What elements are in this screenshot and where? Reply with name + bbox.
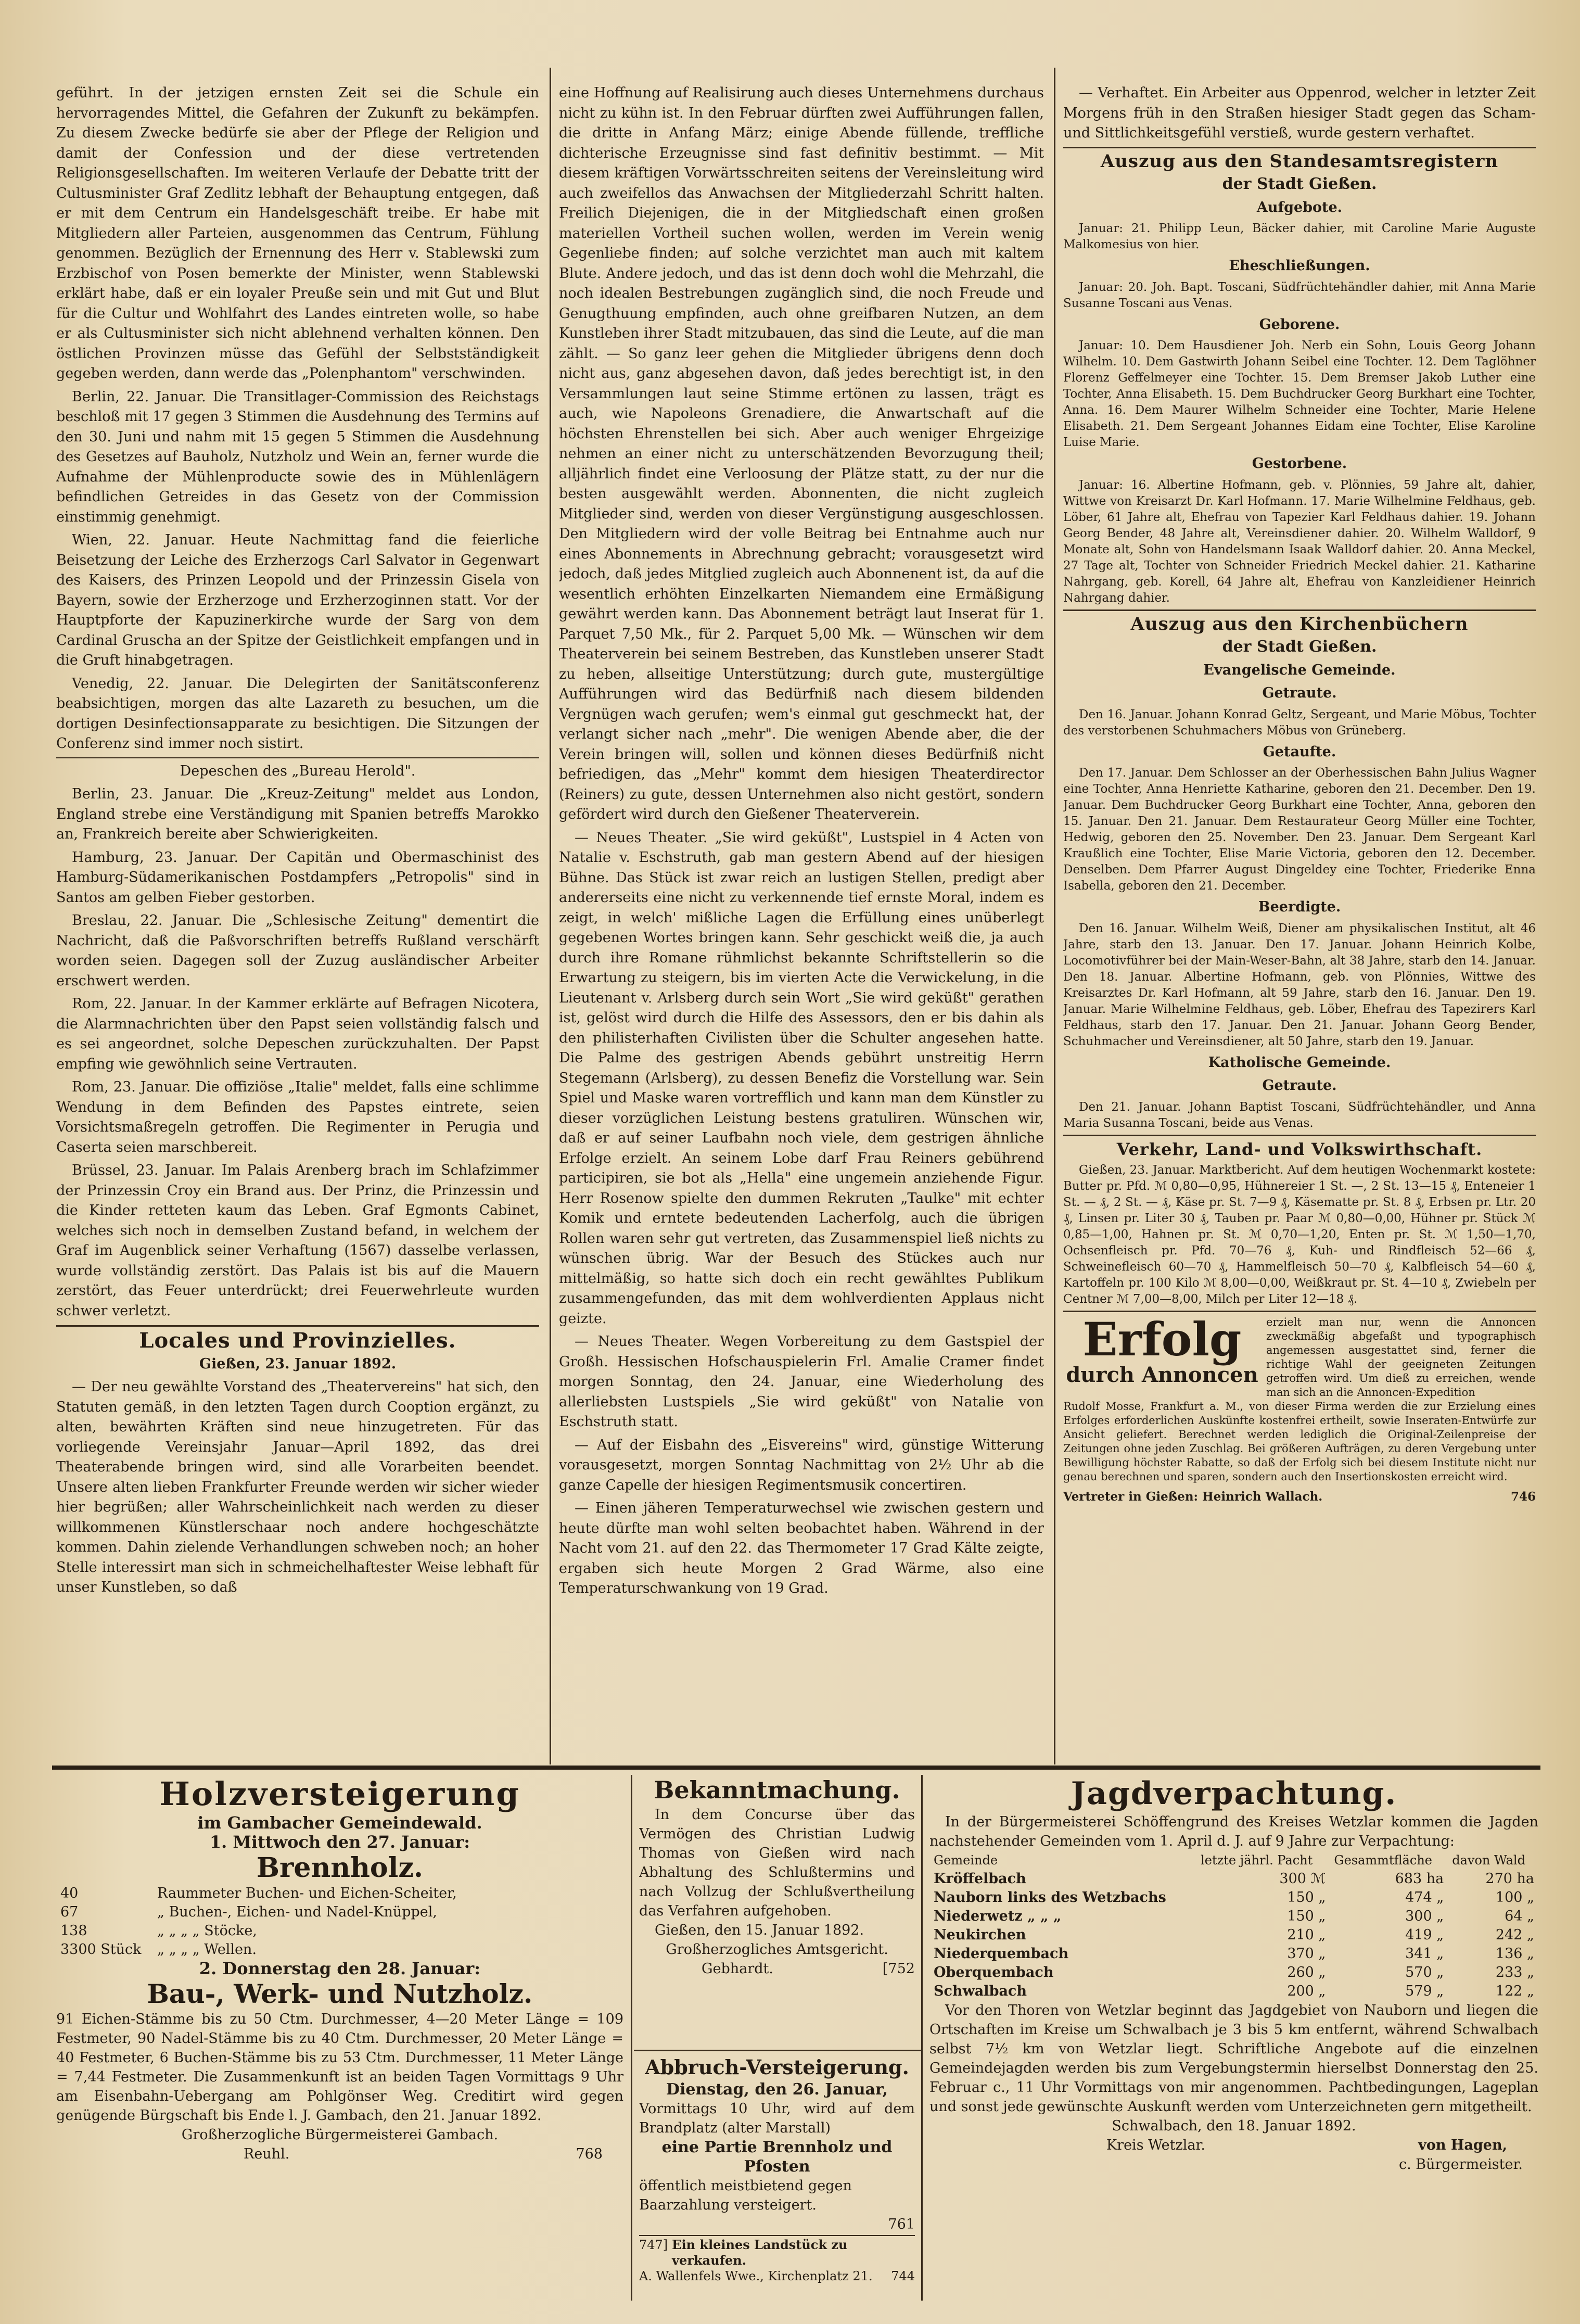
ad-date: 1. Mittwoch den 27. Januar: — [209, 1832, 470, 1852]
table-cell: Neukirchen — [934, 1927, 1026, 1943]
ad-table — [56, 1884, 623, 1959]
subheading: Beerdigte. — [1258, 899, 1341, 915]
ad-body: Vor den Thoren von Wetzlar beginnt das Jagdgebiet von Nauborn und liegen die Ortschaften im Kreise um Schwalbach je 3 bis 5 km entfernt, während Schwalbach selbst 7½ km von Wetzlar liegt. Schriftliche Angebote auf die einzelnen Gemeindejagden werden bis zum Vergebungstermin hierselbst Donnerstag den 25. Februar c., 11 Uhr Vormittags von mir angenommen. Pachtbedingungen, Lageplan und sonst jede gewünschte Auskunft werden vom Unterzeichneten gern mitgetheilt. — [929, 2002, 1538, 2115]
article-text: — Auf der Eisbahn des „Eisvereins" wird, günstige Witterung vorausgesetzt, morgen Sonntag Nachmittag von 2½ Uhr ab die ganze Capelle der hiesigen Regimentsmusik concertiren. — [559, 1437, 1044, 1493]
column-rule — [1054, 68, 1055, 1764]
section-subheading: der Stadt Gießen. — [1222, 638, 1377, 656]
table-cell: 683 ha — [1395, 1871, 1444, 1887]
quantity-cell: 67 — [60, 1904, 79, 1920]
ad-sale: Ein kleines Landstück zu verkaufen. — [672, 2237, 848, 2268]
register-entry: Januar: 10. Dem Hausdiener Joh. Nerb ein Sohn, Louis Georg Johann Wilhelm. 10. Dem Gastwirth Johann Seibel eine Tochter. 12. Dem Taglöhner Florenz Geffelmeyer eine Tochter. 15. Dem Bremser Jakob Luther eine Tochter, Anna Elisabeth. 15. Dem Buchdrucker Georg Burkhart eine Tochter, Anna. 16. Dem Maurer Wilhelm Schneider eine Tochter, Marie Helene Elisabeth. 21. Dem Sergeant Johannes Eidam eine Tochter, Elise Karoline Luise Marie. — [1063, 339, 1536, 449]
section-heading: Auszug aus den Standesamtsregistern — [1100, 150, 1499, 172]
ad-heading: Brennholz. — [257, 1852, 423, 1884]
table-row — [56, 1922, 623, 1940]
article-text: Breslau, 22. Januar. Die „Schlesische Zeitung" dementirt die Nachricht, daß die Paßvorschriften betreffs Rußland verschärft worden seien. Dagegen soll der Zuzug ausländischer Arbeiter erschwert werden. — [56, 912, 539, 989]
table-header: Gemeinde — [934, 1853, 998, 1868]
erfolg-ad — [1063, 1312, 1536, 1400]
table-cell: 100 „ — [1495, 1889, 1534, 1906]
ad-number: 761 — [888, 2216, 915, 2232]
ad-body: öffentlich meistbietend gegen Baarzahlung versteigert. — [639, 2178, 852, 2213]
ad-jagdverpachtung — [929, 1775, 1538, 2301]
erfolg-title: Erfolg — [1082, 1312, 1242, 1366]
ad-body: Vormittags 10 Uhr, wird auf dem Brandplatz (alter Marstall) — [639, 2101, 915, 2136]
ad-number: [752 — [882, 1961, 915, 1977]
section-heading: Verkehr, Land- und Volkswirthschaft. — [1116, 1139, 1483, 1159]
table-cell: 370 „ — [1287, 1946, 1326, 1962]
table-header: letzte jährl. Pacht — [1201, 1853, 1313, 1868]
subheading: Aufgebote. — [1256, 199, 1343, 215]
subheading: Gestorbene. — [1252, 455, 1347, 472]
dateline: Gießen, 23. Januar 1892. — [199, 1355, 397, 1372]
register-entry: Den 17. Januar. Dem Schlosser an der Oberhessischen Bahn Julius Wagner eine Tochter, Anna Henriette Katharine, geboren den 21. December. Den 19. Januar. Dem Buchdrucker Georg Burkhart eine Tochter, Anna, geboren den 15. Januar. Den 21. Januar. Dem Restaurateur Georg Müller eine Tochter, Hedwig, geboren den 25. November. Den 23. Januar. Dem Sergeant Karl Kraußlich eine Tochter, Elise Marie Victoria, geboren den 12. December. Denselben. Dem Pfarrer August Dingeldey eine Tochter, Friederike Enna Isabella, geboren den 21. December. — [1063, 766, 1536, 893]
article-text: — Der neu gewählte Vorstand des „Theatervereins" hat sich, den Statuten gemäß, in den letzten Tagen durch Cooption ergänzt, zu alten, bewährten Kräften sind neue hinzugetreten. Für das vorliegende Vereinsjahr Januar—April 1892, das drei Theaterabende bringen wird, sind alle Vorarbeiten beendet. Unsere alten lieben Frankfurter Freunde werden wir sicher wieder hier begrüßen; aller Wahrscheinlichkeit nach werden zu dieser willkommenen Künstlerschaar noch andere hochgeschätzte kommen. Dahin zielende Verhandlungen schweben noch; an hoher Stelle interessirt man sich in schmeichelhaftester Weise lebhaft für unser Kunstleben, so daß — [56, 1379, 539, 1595]
erfolg-subtitle: durch Annoncen — [1066, 1363, 1258, 1387]
ad-body: In der Bürgermeisterei Schöffengrund des Kreises Wetzlar kommen die Jagden nachstehender Gemeinden vom 1. April d. J. auf 9 Jahre zur Verpachtung: — [929, 1814, 1538, 1849]
ad-number: 746 — [1510, 1490, 1536, 1504]
article-text: Brüssel, 23. Januar. Im Palais Arenberg brach im Schlafzimmer der Prinzessin Croy ein Brand aus. Der Prinz, die Prinzessin und die Kinder retteten kaum das Leben. Graf Egmonts Cabinet, welches sich noch in demselben Zustand befand, in welchem der Graf im Augenblick seiner Verhaftung (1567) dasselbe verlassen, wurde vollständig zerstört. Das Palais ist bis auf die Mauern zerstört, das Feuer unterdrückt; drei Feuerwehrleute wurden schwer verletzt. — [56, 1162, 539, 1319]
table-row — [929, 1888, 1538, 1907]
table-cell: 200 „ — [1287, 1983, 1326, 1999]
table-row — [929, 1926, 1538, 1945]
article-text: — Einen jäheren Temperaturwechsel wie zwischen gestern und heute dürfte man wohl selten beobachtet haben. Während in der Nacht vom 21. auf den 22. das Thermometer 17 Grad Kälte zeigte, ergaben sich heute Morgen 2 Grad Wärme, also eine Temperaturschwankung von 19 Grad. — [559, 1500, 1044, 1596]
section-heading: Auszug aus den Kirchenbüchern — [1130, 613, 1469, 634]
article-text: — Neues Theater. „Sie wird geküßt", Lustspiel in 4 Acten von Natalie v. Eschstruth, gab man gestern Abend auf der hiesigen Bühne. Das Stück ist zwar reich an lustigen Stellen, predigt aber andererseits eine nicht zu verkennende tief ernste Moral, indem es zeigt, in welch' mißliche Lagen die Erfüllung eines unüberlegt gegebenen Wortes bringen kann. Sehr geschickt weiß die, ja auch durch ihre Romane rühmlichst bekannte Schriftstellerin so die Erwartung zu steigern, bis im vierten Acte die Verwickelung, in die Lieutenant v. Arlsberg durch sein Wort „Sie wird geküßt" gerathen ist, gelöst wird durch die Hilfe des Assessors, den er bis dahin als den philisterhaften Civilisten über die Schulter angesehen hatte. Die Palme des gestrigen Abends gebührt unstreitig Herrn Stegemann (Arlsberg), zu dessen Benefiz die Vorstellung war. Sein Spiel und Maske waren vortrefflich und kann man dem Künstler zu dieser vorzüglichen Leistung bestens gratuliren. Wünschen wir, daß er auf seiner Laufbahn noch viele, dem gestrigen ähnliche Erfolge erzielt. An seinem Lobe darf Frau Reiners gebührend participiren, sie bot als „Hella" eine ungemein anziehende Figur. Herr Rosenow spielte den dummen Rekruten „Taulke" mit echter Komik und erntete bedeutenden Lacherfolg, auch die übrigen Rollen waren sehr gut vertreten, das Zusammenspiel ließ nichts zu wünschen übrig. War der Besuch des Stückes auch nur mittelmäßig, so hatte sich doch ein recht gewähltes Publikum zusammengefunden, das mit dem wohlverdienten Applaus nicht geizte. — [559, 829, 1044, 1327]
ad-date: Schwalbach, den 18. Januar 1892. — [1112, 2118, 1356, 2134]
table-cell: Schwalbach — [934, 1983, 1027, 1999]
table-cell: 419 „ — [1405, 1927, 1444, 1943]
table-cell: 270 ha — [1485, 1871, 1534, 1887]
table-cell: 341 „ — [1405, 1946, 1444, 1962]
subheading: Getraute. — [1262, 685, 1337, 701]
article-text: Berlin, 22. Januar. Die Transitlager-Commission des Reichstags beschloß mit 17 gegen 3 Stimmen die Ausdehnung des Termins auf den 30. Juni und nahm mit 15 gegen 5 Stimmen die Ausdehnung des Gesetzes auf Bauholz, Nutzholz und Wein an, ferner wurde die Aufnahme der Mühlenproducte sowie des in Mühlenlägern befindlichen Getreides in das Gesetz von der Commission einstimmig genehmigt. — [56, 388, 539, 525]
table-row — [56, 1940, 623, 1959]
table-row — [929, 1907, 1538, 1926]
erfolg-representative: Vertreter in Gießen: Heinrich Wallach. — [1063, 1490, 1323, 1504]
table-row — [929, 1963, 1538, 1982]
column-3 — [1063, 83, 1536, 1759]
column-rule — [550, 68, 551, 1764]
ad-role: c. Bürgermeister. — [1398, 2156, 1523, 2173]
table-cell: 300 „ — [1405, 1908, 1444, 1924]
table-cell: 233 „ — [1495, 1964, 1534, 1980]
article-text: geführt. In der jetzigen ernsten Zeit sei die Schule ein hervorragendes Mittel, die Gefahren der Zukunft zu bekämpfen. Zu diesem Zwecke bedürfe sie aber der Pflege der Religion und damit der Confession und der diese vertretenden Religionsgesellschaften. Im weiteren Verlaufe der Debatte tritt der Cultusminister Graf Zedlitz lebhaft der Behauptung entgegen, daß er mit dem Centrum ein Handelsgeschäft treibe. Er habe mit Mitgliedern aller Parteien, ausgenommen das Centrum, Fühlung genommen. Bezüglich der Ernennung des Herr v. Stablewski zum Erzbischof von Posen bemerkte der Minister, wenn Stablewski erklärt habe, daß er ein loyaler Preuße sein und mit Gut und Blut für die Cultur und Wohlfahrt des Landes eintreten wolle, so habe er als Cultusminister sich nicht ablehnend verhalten können. Den östlichen Provinzen müsse das Gefühl der Selbstständigkeit gegeben werden, dann werde das „Polenphantom" verschwinden. — [56, 85, 539, 382]
table-row — [56, 1884, 623, 1903]
quantity-cell: 3300 Stück — [60, 1941, 142, 1958]
register-entry: Januar: 21. Philipp Leun, Bäcker dahier, mit Caroline Marie Auguste Malkomesius von hier. — [1063, 222, 1536, 251]
article-text: eine Hoffnung auf Realisirung auch dieses Unternehmens durchaus nicht zu kühn ist. In den Februar dürften zwei Aufführungen fallen, die dritte in Anfang März; einige Abende füllende, treffliche dichterische Erzeugnisse sind fast definitiv bestimmt. — Mit diesem kräftigen Vorwärtsschreiten seitens der Vereinsleitung wird auch zweifellos das Anwachsen der Mitgliederzahl Schritt halten. Freilich Diejenigen, die in der Mitgliedschaft einen großen materiellen Vortheil suchen wollen, werden im Verein wenig Gegenliebe finden; auf solche verzichtet man auch mit kaltem Blute. Andere jedoch, und das ist denn doch wohl die Mehrzahl, die noch idealen Bestrebungen zugänglich sind, die noch Freude und Genugthuung empfinden, auch ohne greifbaren Nutzen, an dem Kunstleben ihrer Stadt mitzubauen, das sind die Leute, auf die man zählt. — So ganz leer gehen die Mitglieder übrigens denn doch nicht aus, ganz abgesehen davon, daß jedes berechtigt ist, in den Versammlungen laut seine Stimme ertönen zu lassen, trägt es auch, wie Napoleons Grenadiere, die Anwartschaft auf die höchsten Ehrenstellen bei sich. Aber auch weniger Ehrgeizige nehmen an einer nicht zu unterschätzenden Bevorzugung theil; alljährlich findet eine Verloosung der Plätze statt, zu der nur die besten ausgewählt werden. Abonnenten, die nicht zugleich Mitglieder sind, werden von dieser Vergünstigung ausgeschlossen. Den Mitgliedern wird der volle Beitrag bei Entnahme auch nur eines Abonnements in Abrechnung gebracht; vorausgesetzt wird jedoch, daß jedes Mitglied zugleich auch Abonnenent ist, da auf die wesentlich erhöhten Einzelkarten Niemandem eine Ermäßigung gewährt werden kann. Das Abonnement beträgt laut Inserat für 1. Parquet 7,50 Mk., für 2. Parquet 5,00 Mk. — Wünschen wir dem Theaterverein bei seinem Bestreben, das Kunstleben unserer Stadt zu heben, allseitige Unterstützung; durch gute, mustergültige Aufführungen wird das Bedürfniß nach diesem bildenden Vergnügen wach gerufen; wem's einmal gut geschmeckt hat, der verlangt sicher nach „mehr". Die wenigen Abende aber, die der Verein bringen will, sollen und können dieses Bedürfniß nicht befriedigen, das „Mehr" kommt dem hiesigen Theaterdirector (Reiners) zu gute, dessen Unternehmen also nicht gestört, sondern gefördert wird durch den Gießener Theaterverein. — [559, 85, 1044, 822]
ad-body: In dem Concurse über das Vermögen des Christian Ludwig Thomas von Gießen wird nach Abhaltung des Schlußtermins und nach Vollzug der Schlußvertheilung das Verfahren aufgehoben. — [639, 1807, 915, 1919]
table-cell: 122 „ — [1495, 1983, 1534, 1999]
ad-rule — [921, 1775, 923, 2301]
table-cell: Kröffelbach — [934, 1871, 1026, 1887]
table-cell: 136 „ — [1495, 1946, 1534, 1962]
ad-number: 744 — [891, 2269, 915, 2283]
column-2 — [559, 83, 1044, 1759]
ad-court: Großherzogliches Amtsgericht. — [666, 1941, 888, 1958]
ad-body: 91 Eichen-Stämme bis zu 50 Ctm. Durchmesser, 4—20 Meter Länge = 109 Festmeter, 90 Nadel-Stämme bis zu 40 Ctm. Durchmesser, 20 Meter Länge = 40 Festmeter, 6 Buchen-Stämme bis zu 53 Ctm. Durchmesser, 11 Meter Länge = 7,44 Festmeter. Die Zusammenkunft ist an beiden Tagen Vormittags 9 Uhr am Eisenbahn-Uebergang am Pohlgönser Weg. Creditirt wird gegen genügende Bürgschaft bis Ende l. J. Gambach, den 21. Januar 1892. — [56, 2011, 623, 2124]
ad-name: Gebhardt. — [702, 1961, 773, 1977]
section-subheading: der Stadt Gießen. — [1222, 175, 1377, 193]
subheading: Geborene. — [1259, 316, 1340, 333]
ads-separator — [52, 1766, 1540, 1770]
ad-title: Jagdverpachtung. — [1071, 1775, 1397, 1812]
table-cell: 474 „ — [1405, 1889, 1444, 1906]
ad-heading: Bau-, Werk- und Nutzholz. — [147, 1978, 533, 2009]
register-entry: Den 16. Januar. Wilhelm Weiß, Diener am physikalischen Institut, alt 46 Jahre, starb den 13. Januar. Den 17. Januar. Johann Heinrich Kolbe, Locomotivführer bei der Main-Weser-Bahn, alt 38 Jahre, starb den 14. Januar. Den 18. Januar. Albertine Hofmann, geb. von Plönnies, Wittwe des Kreisarztes Dr. Karl Hofmann, alt 59 Jahre, starb den 16. Januar. Den 19. Januar. Marie Wilhelmine Feldhaus, geb. Löber, Ehefrau des Tapezirers Karl Feldhaus, starb den 17. Januar. Den 21. Januar. Johann Georg Bender, Schuhmacher und Vereinsdiener, alt 50 Jahre, starb den 19. Januar. — [1063, 921, 1536, 1048]
description-cell: „ „ „ „ Wellen. — [157, 1941, 257, 1958]
ad-signature: Großherzogliche Bürgermeisterei Gambach. — [181, 2127, 499, 2143]
table-header: davon Wald — [1452, 1853, 1525, 1868]
description-cell: „ Buchen-, Eichen- und Nadel-Knüppel, — [157, 1904, 437, 1920]
article-text: Wien, 22. Januar. Heute Nachmittag fand die feierliche Beisetzung der Leiche des Erzherzogs Carl Salvator in Gegenwart des Kaisers, des Prinzen Leopold und der Prinzessin Gisela von Bayern, sowie der Erzherzoge und Erzherzoginnen statt. Vor der Hauptpforte der Kapuzinerkirche wurde der Sarg von dem Cardinal Gruscha an der Spitze der Geistlichkeit empfangen und in die Gruft hinabgetragen. — [56, 532, 539, 668]
register-entry: Den 21. Januar. Johann Baptist Toscani, Südfrüchtehändler, und Anna Maria Susanna Toscani, beide aus Venas. — [1063, 1100, 1536, 1130]
ad-rule — [634, 2050, 921, 2051]
table-cell: 260 „ — [1287, 1964, 1326, 1980]
market-report: Gießen, 23. Januar. Marktbericht. Auf dem heutigen Wochenmarkt kostete: Butter pr. Pfd. ℳ 0,80—0,95, Hühnereier 1 St. —, 2 St. 13—15 ₰, Enteneier 1 St. — ₰, 2 St. — ₰, Käse pr. St. 7—9 ₰, Käsematte pr. St. 8 ₰, Erbsen pr. Ltr. 20 ₰, Linsen pr. Liter 30 ₰, Tauben pr. Paar ℳ 0,80—0,00, Hühner pr. Stück ℳ 0,85—1,00, Hahnen pr. St. ℳ 0,70—1,20, Enten pr. St. ℳ 1,50—1,70, Ochsenfleisch pr. Pfd. 70—76 ₰, Kuh- und Rindfleisch 52—66 ₰, Schweinefleisch 60—70 ₰, Hammelfleisch 50—70 ₰, Kalbfleisch 54—60 ₰, Kartoffeln pr. 100 Kilo ℳ 8,00—0,00, Weißkraut pr. St. 4—10 ₰, Zwiebeln per Centner ℳ 7,00—8,00, Milch per Liter 12—18 ₰. — [1063, 1163, 1536, 1306]
table-cell: 210 „ — [1287, 1927, 1326, 1943]
ad-holzversteigerung — [56, 1775, 623, 2301]
table-cell: Nauborn links des Wetzbachs — [934, 1889, 1166, 1906]
subheading: Katholische Gemeinde. — [1208, 1054, 1391, 1071]
table-cell: 570 „ — [1405, 1964, 1444, 1980]
subheading: Getaufte. — [1263, 743, 1336, 760]
description-cell: „ „ „ „ Stöcke, — [157, 1923, 257, 1939]
article-text: Hamburg, 23. Januar. Der Capitän und Obermaschinist des Hamburg-Südamerikanischen Postdampfers „Petropolis" sind in Santos am gelben Fieber gestorben. — [56, 849, 539, 906]
ad-name: Reuhl. — [244, 2146, 290, 2162]
register-entry: Januar: 16. Albertine Hofmann, geb. v. Plönnies, 59 Jahre alt, dahier, Wittwe von Kreisarzt Dr. Karl Hofmann. 17. Marie Wilhelmine Feldhaus, geb. Löber, 61 Jahre alt, Ehefrau von Tapezier Karl Feldhaus dahier. 19. Johann Georg Bender, 48 Jahre alt, Vereinsdiener dahier. 20. Wilhelm Walldorf, 9 Monate alt, Sohn von Handelsmann Isaak Walldorf dahier. 20. Anna Meckel, 27 Tage alt, Tochter von Schneider Friedrich Meckel dahier. 21. Katharine Nahrgang, geb. Korell, 64 Jahre alt, Ehefrau von Kanzleidiener Heinrich Nahrgang dahier. — [1063, 478, 1536, 605]
erfolg-body: Rudolf Mosse, Frankfurt a. M., von dieser Firma werden die zur Erzielung eines Erfolges erforderlichen Auskünfte kostenfrei ertheilt, sowie Inseraten-Entwürfe zur Ansicht geliefert. Berechnet werden lediglich die Original-Zeilenpreise der Zeitungen ohne jeden Zuschlag. Bei größeren Aufträgen, zu deren Vergebung unter Bewilligung höchster Rabatte, so daß der Erfolg sich bei diesem Institute nicht nur genau berechnen und sparen, sondern auch den Insertionskosten erreicht wird. — [1063, 1400, 1536, 1483]
quantity-cell: 138 — [60, 1923, 87, 1939]
subheading: Evangelische Gemeinde. — [1203, 662, 1396, 678]
description-cell: Raummeter Buchen- und Eichen-Scheiter, — [157, 1885, 457, 1901]
article-text: Berlin, 23. Januar. Die „Kreuz-Zeitung" meldet aus London, England strebe eine Verständigung mit Spanien betreffs Marokko an, Frankreich bereite aber Schwierigkeiten. — [56, 786, 539, 842]
article-text: — Neues Theater. Wegen Vorbereitung zu dem Gastspiel der Großh. Hessischen Hofschauspielerin Frl. Amalie Cramer findet morgen Sonntag, den 24. Januar, eine Wiederholung des allerliebsten Lustspiels „Sie wird geküßt" von Natalie von Eschstruth statt. — [559, 1334, 1044, 1430]
ad-item: eine Partie Brennholz und Pfosten — [661, 2138, 893, 2176]
table-cell: 64 „ — [1505, 1908, 1534, 1924]
table-cell: 300 ℳ — [1279, 1871, 1326, 1887]
table-cell: Niederquembach — [934, 1946, 1069, 1962]
ad-date: Gießen, den 15. Januar 1892. — [655, 1922, 864, 1938]
ad-name: von Hagen, — [1418, 2137, 1507, 2153]
subheading: Getraute. — [1262, 1077, 1337, 1094]
table-cell: 150 „ — [1287, 1889, 1326, 1906]
table-cell: Niederwetz „ „ „ — [934, 1908, 1062, 1924]
ad-abbruch — [639, 2055, 915, 2300]
divider — [1063, 609, 1536, 611]
ad-number: 768 — [576, 2146, 603, 2162]
table-row — [929, 1945, 1538, 1963]
table-cell: 150 „ — [1287, 1908, 1326, 1924]
table-row — [56, 1903, 623, 1922]
article-text: Venedig, 22. Januar. Die Delegirten der Sanitätsconferenz beabsichtigen, morgen das alte Lazareth zu besuchen, um die dortigen Desinfectionsapparate zu besichtigen. Die Sitzungen der Conferenz sind immer noch sistirt. — [56, 675, 539, 752]
ad-rule — [631, 1775, 632, 2301]
column-1 — [56, 83, 539, 1759]
divider — [56, 757, 539, 758]
ad-date: Dienstag, den 26. Januar, — [666, 2080, 888, 2099]
divider — [1063, 147, 1536, 148]
table-row — [929, 1870, 1538, 1888]
article-text: — Verhaftet. Ein Arbeiter aus Oppenrod, welcher in letzter Zeit Morgens früh in den Straßen hiesiger Stadt gegen das Scham- und Sittlichkeitsgefühl verstieß, wurde gestern verhaftet. — [1063, 85, 1536, 141]
register-entry: Januar: 20. Joh. Bapt. Toscani, Südfrüchtehändler dahier, mit Anna Marie Susanne Toscani aus Venas. — [1063, 280, 1536, 310]
table-cell: 579 „ — [1405, 1983, 1444, 1999]
article-text: Rom, 23. Januar. Die offiziöse „Italie" meldet, falls eine schlimme Wendung in dem Befinden des Papstes eintrete, seien Vorsichtsmaßregeln getroffen. Die Regimenter in Perugia und Caserta seien marschbereit. — [56, 1079, 539, 1155]
ad-title: Abbruch-Versteigerung. — [645, 2055, 909, 2079]
table-row — [929, 1982, 1538, 2001]
divider — [56, 1325, 539, 1327]
ad-title: Holzversteigerung — [159, 1775, 520, 1813]
section-heading: Locales und Provinzielles. — [139, 1328, 456, 1353]
register-entry: Den 16. Januar. Johann Konrad Geltz, Sergeant, und Marie Möbus, Tochter des verstorbenen Schuhmachers Möbus von Grüneberg. — [1063, 707, 1536, 738]
ad-date: 2. Donnerstag den 28. Januar: — [199, 1959, 481, 1978]
ad-name: A. Wallenfels Wwe., Kirchenplatz 21. — [639, 2269, 873, 2283]
quantity-cell: 40 — [60, 1885, 79, 1901]
erfolg-side-text: erzielt man nur, wenn die Annoncen zweckmäßig abgefaßt und typographisch angemessen ausgestattet sind, ferner die richtige Wahl der geeigneten Zeitungen getroffen wird. Um dieß zu erreichen, wende man sich an die Annoncen-Expedition — [1266, 1316, 1536, 1399]
ad-title: Bekanntmachung. — [654, 1776, 900, 1804]
table-cell: Oberquembach — [934, 1964, 1054, 1980]
divider — [1063, 1135, 1536, 1136]
table-cell: 242 „ — [1495, 1927, 1534, 1943]
jagd-table — [929, 1851, 1538, 2001]
ad-district: Kreis Wetzlar. — [1106, 2137, 1205, 2153]
subheading: Eheschließungen. — [1229, 258, 1370, 274]
ad-subtitle: im Gambacher Gemeindewald. — [197, 1813, 482, 1833]
table-header: Gesammtfläche — [1334, 1853, 1432, 1868]
herold-heading: Depeschen des „Bureau Herold". — [180, 763, 416, 779]
ad-ref: 747] — [639, 2238, 668, 2252]
ad-bekanntmachung — [639, 1775, 915, 2046]
article-text: Rom, 22. Januar. In der Kammer erklärte auf Befragen Nicotera, die Alarmnachrichten über den Papst seien vollständig falsch und es sei angeordnet, solche Depeschen zurückzuhalten. Der Papst empfing wie gewöhnlich seine Vertrauten. — [56, 996, 539, 1072]
